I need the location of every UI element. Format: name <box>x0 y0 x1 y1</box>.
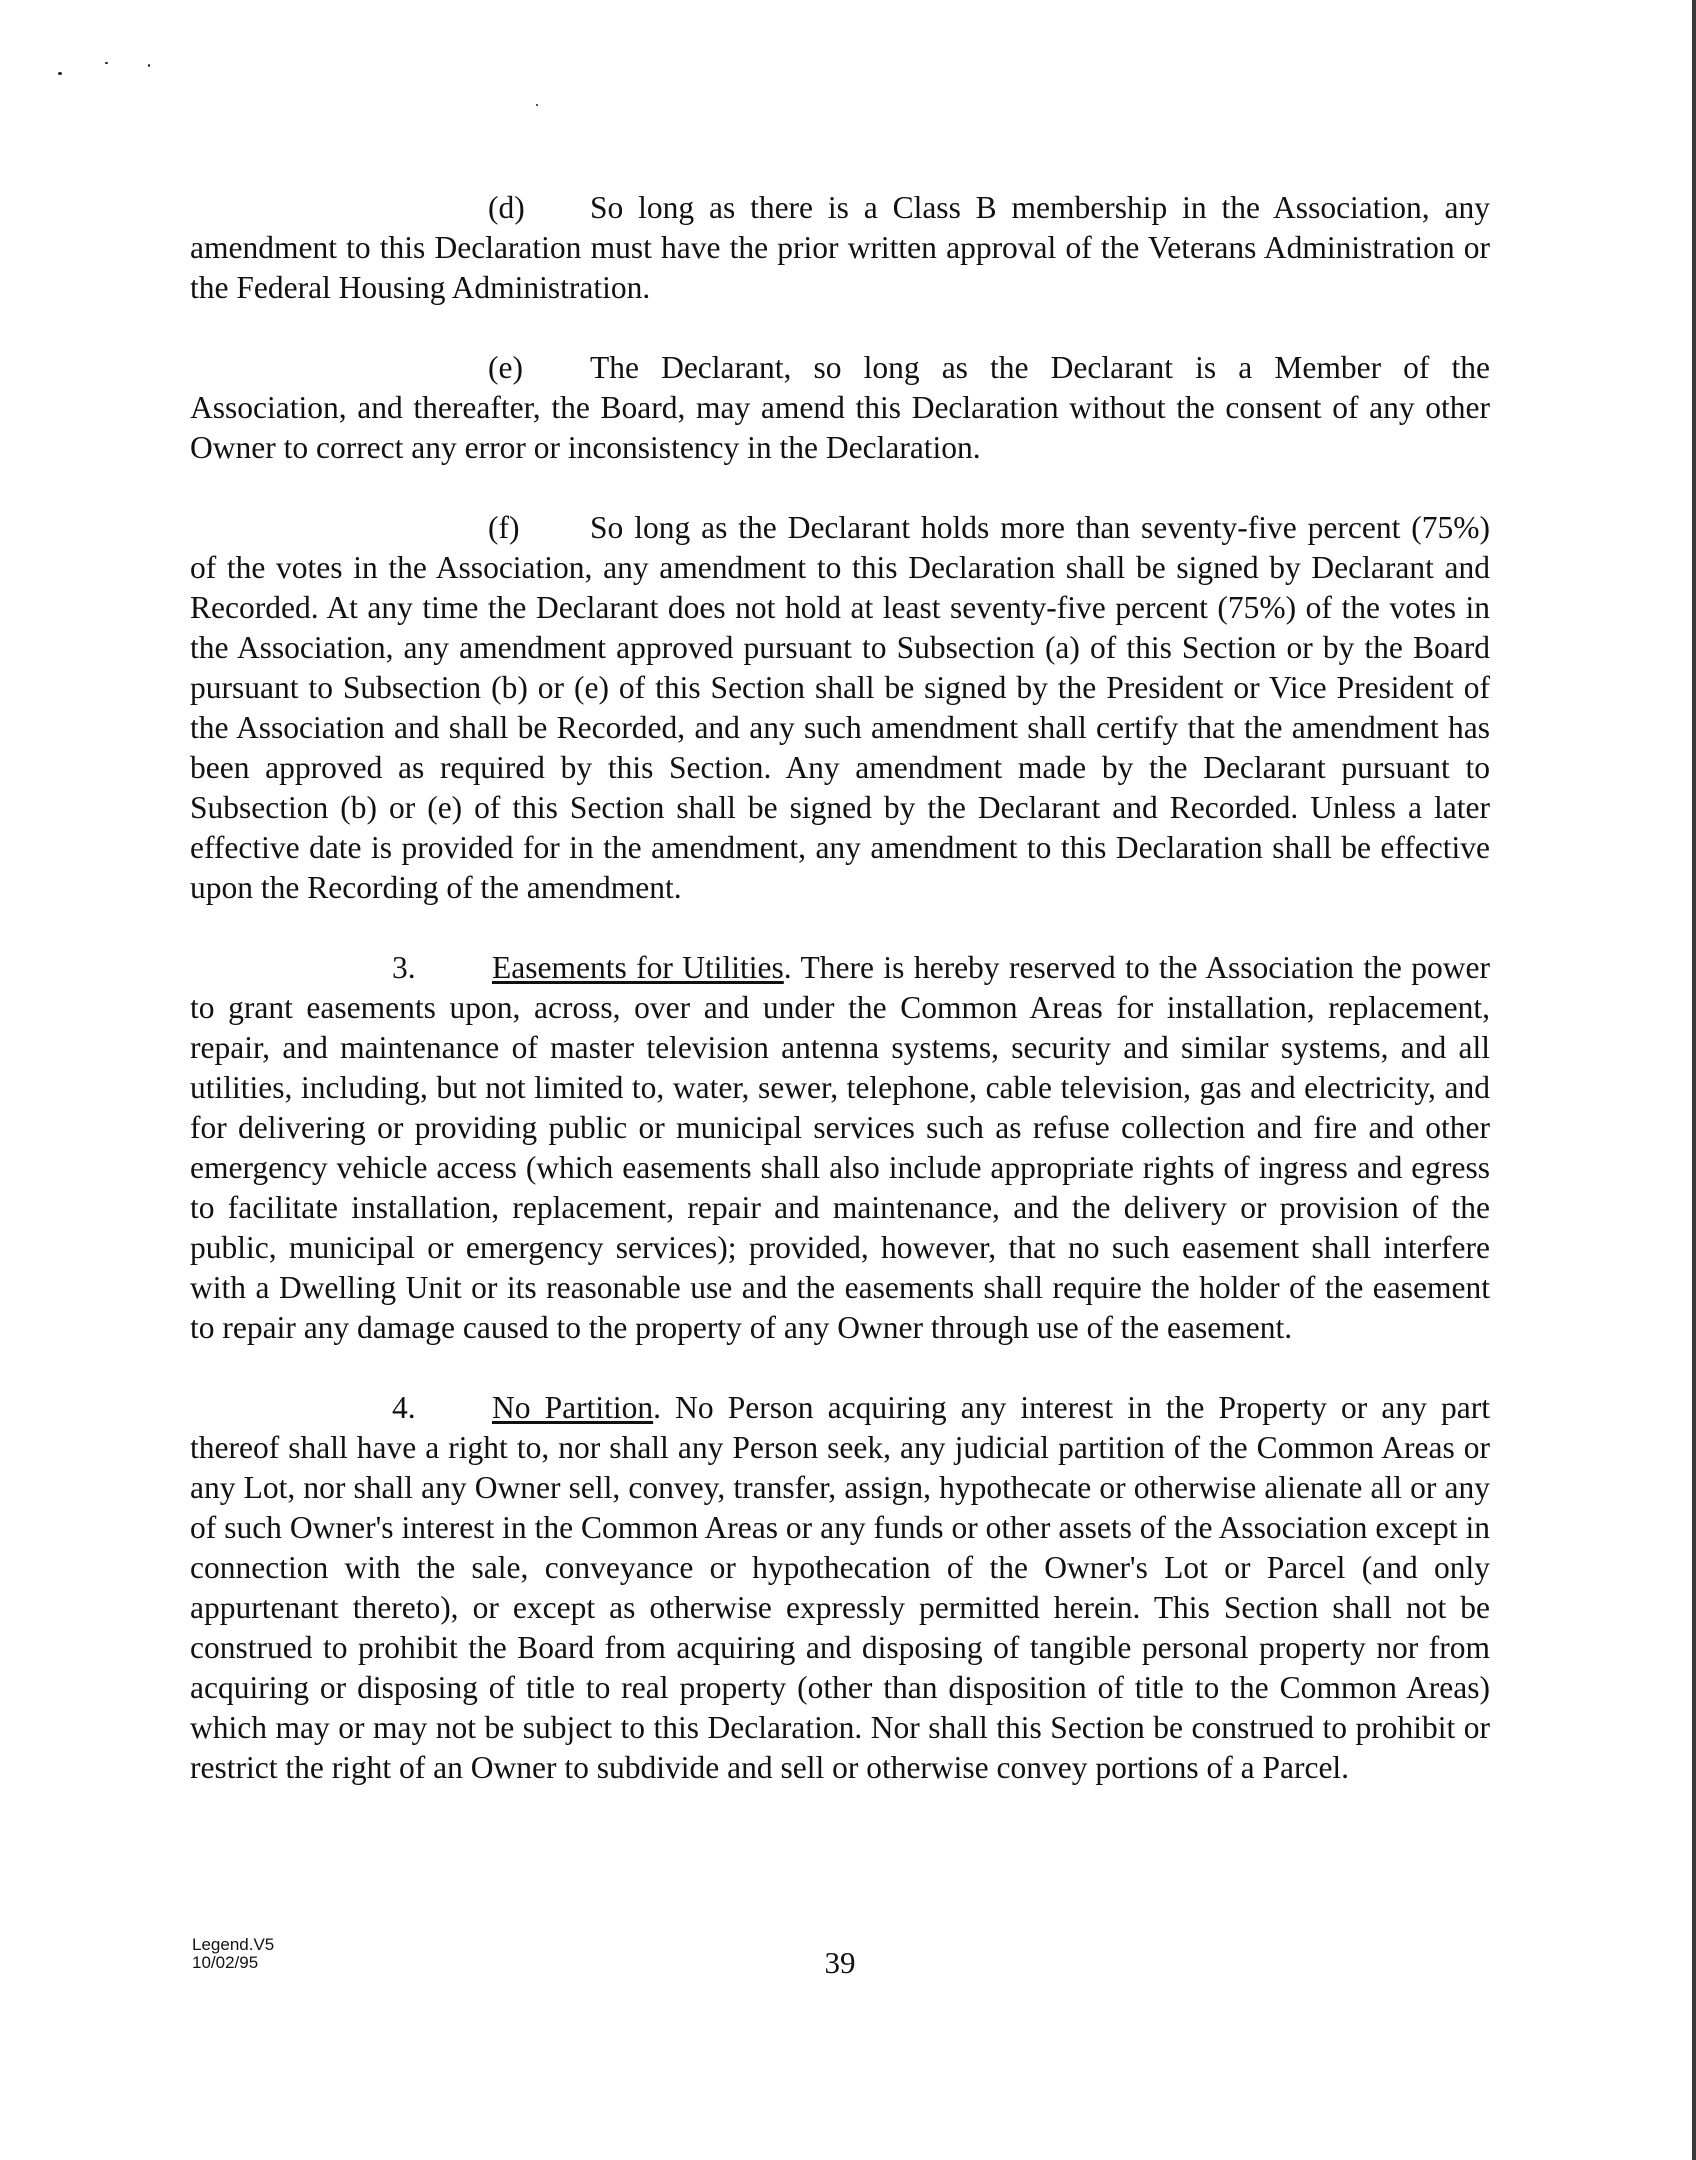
footer-doc-name: Legend.V5 <box>192 1935 275 1954</box>
footer-doc-date: 10/02/95 <box>192 1953 259 1972</box>
section-number: 3. <box>392 950 416 985</box>
scan-speck <box>58 72 62 75</box>
paragraph-label: (f) <box>488 510 520 545</box>
document-body <box>190 188 1490 1828</box>
section-text: . No Person acquiring any interest in the Property or any part thereof shall have a right to, nor shall any Person seek, any judicial partition of the Common Areas or any Lot, nor shall any Owner sell, convey, transfer, assign, hypothecate or otherwise alienate all or any of such Owner's interest in the Common Areas or any funds or other assets of the Association except in connection with the sale, conveyance or hypothecation of the Owner's Lot or Parcel (and only appurtenant thereto), or except as otherwise expressly permitted herein. This Section shall not be construed to prohibit the Board from acquiring and disposing of tangible personal property nor from acquiring or disposing of title to real property (other than disposition of title to the Common Areas) which may or may not be subject to this Declaration. Nor shall this Section be construed to prohibit or restrict the right of an Owner to subdivide and sell or otherwise convey portions of a Parcel. <box>190 1390 1491 1785</box>
paragraph-text: The Declarant, so long as the Declarant is a Member of the Association, and thereafter, the Board, may amend this Declaration without the consent of any other Owner to correct any error or inconsistency in the Declaration. <box>190 350 1490 465</box>
paragraph-subsection-d <box>190 188 1490 308</box>
scan-speck <box>105 62 108 64</box>
scan-edge-shadow <box>1692 0 1696 2160</box>
section-heading: No Partition <box>492 1390 654 1425</box>
paragraph-text: So long as the Declarant holds more than seventy-five percent (75%) of the votes in the Association, any amendment to this Declaration shall be signed by Declarant and Recorded. At any time the Declarant does not hold at least seventy-five percent (75%) of the votes in the Association, any amendment approved pursuant to Subsection (a) of this Section or by the Board pursuant to Subsection (b) or (e) of this Section shall be signed by the President or Vice President of the Association and shall be Recorded, and any such amendment shall certify that the amendment has been approved as required by this Section. Any amendment made by the Declarant pursuant to Subsection (b) or (e) of this Section shall be signed by the Declarant and Recorded. Unless a later effective date is provided for in the amendment, any amendment to this Declaration shall be effective upon the Recording of the amendment. <box>190 510 1490 905</box>
scan-speck <box>148 64 150 67</box>
paragraph-label: (e) <box>488 350 523 385</box>
section-easements-for-utilities <box>190 948 1490 1348</box>
page-number: 39 <box>824 1945 856 1980</box>
section-heading: Easements for Utilities <box>492 950 784 985</box>
footer-document-id <box>192 1936 274 1972</box>
section-text: . There is hereby reserved to the Association the power to grant easements upon, across, over and under the Common Areas for installation, replacement, repair, and maintenance of master television antenna systems, security and similar systems, and all utilities, including, but not limited to, water, sewer, telephone, cable television, gas and electricity, and for delivering or providing public or municipal services such as refuse collection and fire and other emergency vehicle access (which easements shall also include appropriate rights of ingress and egress to facilitate installation, replacement, repair and maintenance, and the delivery or provision of the public, municipal or emergency services); provided, however, that no such easement shall interfere with a Dwelling Unit or its reasonable use and the easements shall require the holder of the easement to repair any damage caused to the property of any Owner through use of the easement. <box>190 950 1490 1345</box>
paragraph-subsection-f <box>190 508 1490 908</box>
section-no-partition <box>190 1388 1490 1788</box>
paragraph-text: So long as there is a Class B membership in the Association, any amendment to this Declaration must have the prior written approval of the Veterans Administration or the Federal Housing Administration. <box>190 190 1490 305</box>
scan-speck <box>536 104 538 106</box>
section-number: 4. <box>392 1390 416 1425</box>
paragraph-subsection-e <box>190 348 1490 468</box>
paragraph-label: (d) <box>488 190 525 225</box>
